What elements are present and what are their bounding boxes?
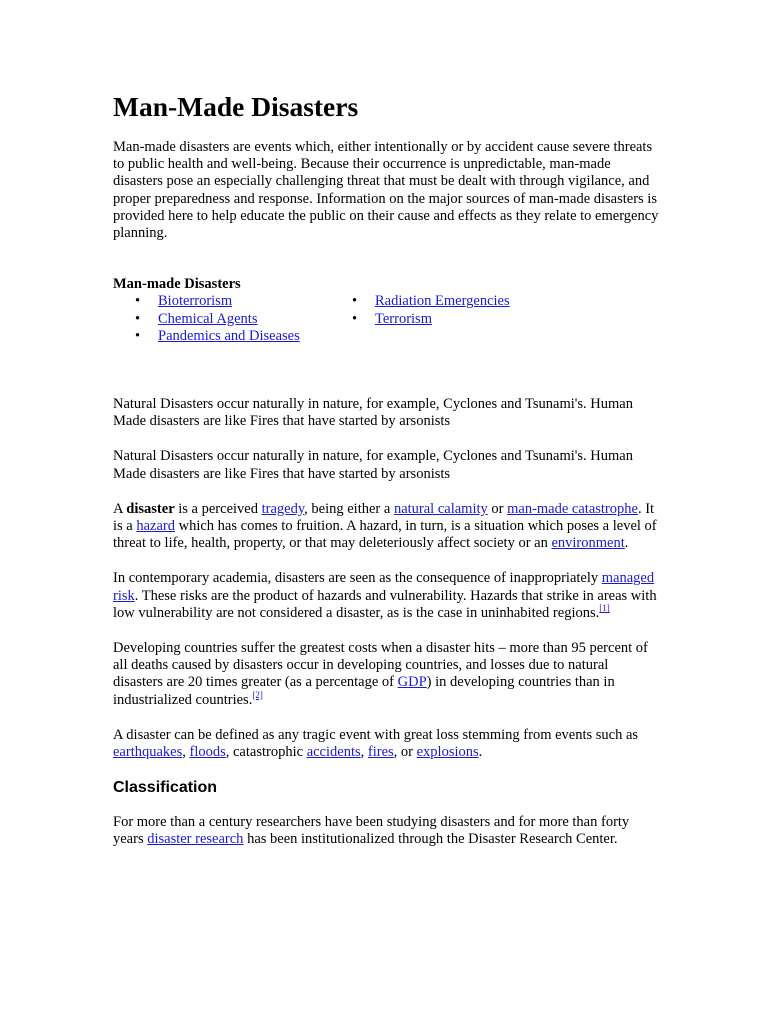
link-natural-calamity[interactable]: natural calamity	[393, 500, 488, 517]
text-run: which has comes to fruition. A hazard, in turn, is a situation which poses a level of threat to life, health, property, or that may deleteriously affect society or an	[113, 518, 657, 552]
text-run: , catastrophic	[225, 744, 307, 761]
link-managed-risk[interactable]: managed risk	[113, 570, 655, 604]
list-item	[113, 328, 330, 345]
text-run: .	[478, 744, 483, 761]
disaster-list-right	[330, 293, 510, 345]
text-run: A disaster can be defined as any tragic event with great loss stemming from events such as	[113, 726, 639, 743]
text-run: ,	[182, 744, 190, 761]
link-chemical-agents[interactable]: Chemical Agents	[158, 310, 258, 327]
reference-link-2[interactable]: [2]	[252, 689, 263, 700]
disaster-term: disaster	[126, 500, 175, 517]
text-run: In contemporary academia, disasters are seen as the consequence of inappropriately	[113, 570, 602, 587]
academia-paragraph	[113, 570, 661, 622]
natural-disasters-paragraph-2: Natural Disasters occur naturally in nature, for example, Cyclones and Tsunami's. Human Made disasters are like Fires that have started by arsonists	[113, 448, 633, 482]
text-run: Developing countries suffer the greatest costs when a disaster hits – more than 95 percent of all deaths caused by disasters occur in developing countries, and losses due to natural disasters are 20 times greater (as a percentage of	[113, 640, 648, 691]
text-run: or	[487, 500, 508, 517]
link-hazard[interactable]: hazard	[136, 518, 175, 535]
list-item	[330, 293, 510, 310]
link-fires[interactable]: fires	[367, 744, 394, 761]
classification-paragraph	[113, 814, 661, 848]
disaster-list-left	[113, 293, 330, 345]
list-item	[330, 311, 510, 328]
developing-countries-paragraph	[113, 640, 661, 709]
text-run: ) in developing countries than in industrialized countries.	[113, 674, 615, 708]
text-run: . It is a	[113, 500, 655, 535]
disaster-list	[113, 293, 661, 345]
text-run: .	[624, 535, 629, 552]
page-title: Man-Made Disasters	[113, 91, 359, 122]
link-tragedy[interactable]: tragedy	[261, 500, 305, 517]
list-item	[113, 293, 330, 310]
link-man-made-catastrophe[interactable]: man-made catastrophe	[507, 500, 638, 517]
document-content	[113, 90, 661, 849]
text-run: ,	[360, 744, 368, 761]
link-pandemics-and-diseases[interactable]: Pandemics and Diseases	[158, 327, 300, 344]
text-run: For more than a century researchers have been studying disasters and for more than forty years	[113, 814, 630, 848]
link-explosions[interactable]: explosions	[416, 744, 479, 761]
link-floods[interactable]: floods	[189, 744, 226, 761]
text-run: , being either a	[304, 500, 394, 517]
tragic-event-paragraph	[113, 727, 661, 761]
link-accidents[interactable]: accidents	[306, 744, 361, 761]
link-gdp[interactable]: GDP	[397, 674, 427, 691]
text-run: , or	[393, 744, 417, 761]
natural-disasters-paragraph-1: Natural Disasters occur naturally in nature, for example, Cyclones and Tsunami's. Human Made disasters are like Fires that have started by arsonists	[113, 396, 633, 430]
disaster-definition-paragraph	[113, 501, 661, 553]
link-earthquakes[interactable]: earthquakes	[113, 744, 183, 761]
text-run: is a perceived	[174, 500, 262, 517]
link-disaster-research[interactable]: disaster research	[147, 831, 244, 848]
reference-link-1[interactable]: [1]	[599, 602, 610, 613]
text-run: A	[113, 500, 127, 517]
text-run: . These risks are the product of hazards and vulnerability. Hazards that strike in areas with low vulnerability are not considered a disaster, as is the case in uninhabited regions.	[113, 587, 657, 621]
link-environment[interactable]: environment	[551, 535, 625, 552]
text-run: has been institutionalized through the Disaster Research Center.	[243, 831, 618, 848]
classification-heading: Classification	[113, 779, 218, 797]
link-bioterrorism[interactable]: Bioterrorism	[158, 293, 233, 310]
list-title: Man-made Disasters	[113, 276, 241, 293]
link-radiation-emergencies[interactable]: Radiation Emergencies	[375, 293, 510, 310]
intro-paragraph: Man-made disasters are events which, either intentionally or by accident cause severe threats to public health and well-being. Because their occurrence is unpredictable, man-made disasters pose an especially challenging threat that must be dealt with through vigilance, and proper preparedness and response. Information on the major sources of man-made disasters is provided here to help educate the public on their cause and effects as they relate to emergency planning.	[113, 139, 659, 242]
link-terrorism[interactable]: Terrorism	[375, 310, 432, 327]
list-item	[113, 311, 330, 328]
